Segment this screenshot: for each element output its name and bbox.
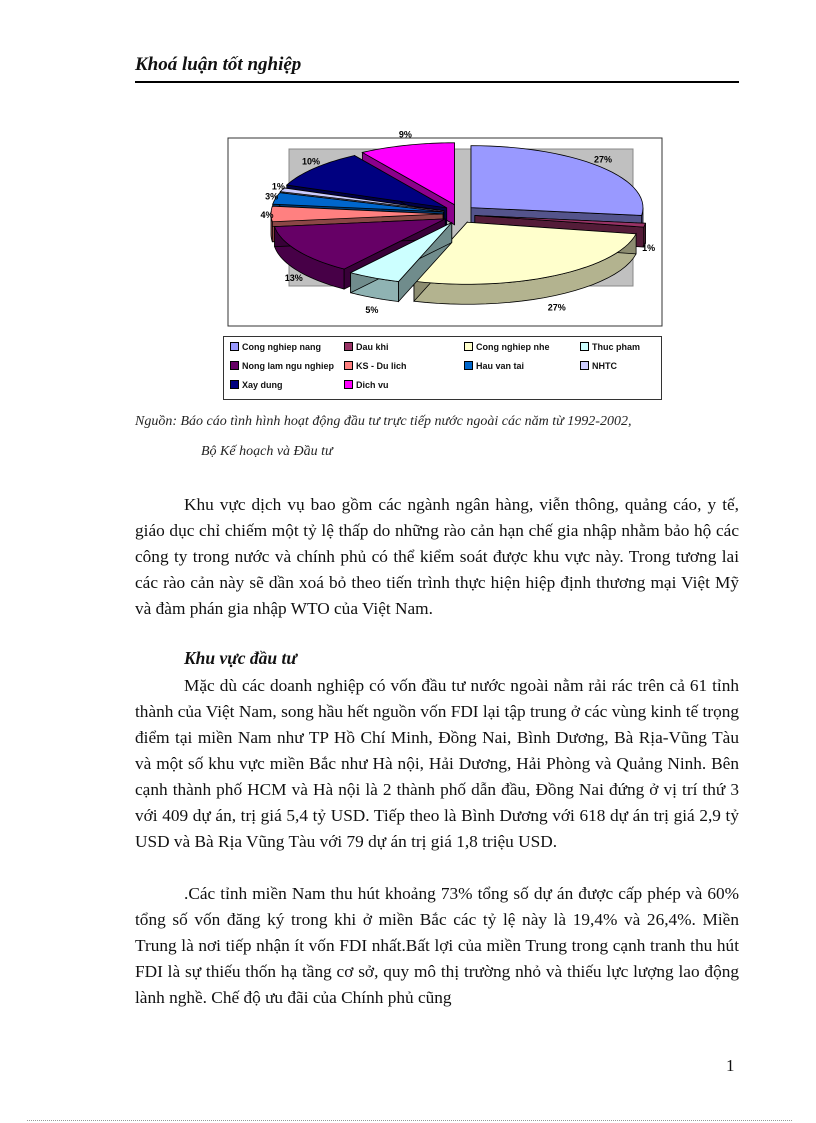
- legend-item-dau-khi: [344, 342, 389, 353]
- legend-label: KS - Du lich: [356, 361, 407, 371]
- legend-swatch: [344, 342, 353, 351]
- chart-legend: [223, 336, 662, 400]
- legend-item-dich-vu: [344, 380, 389, 391]
- legend-item-ks-du-lich: [344, 361, 407, 372]
- legend-swatch: [230, 380, 239, 389]
- legend-label: Xay dung: [242, 380, 283, 390]
- legend-swatch: [230, 342, 239, 351]
- legend-item-nhtc: [580, 361, 617, 372]
- legend-item-nong-lam-ngu-nghiep: [230, 361, 334, 372]
- legend-swatch: [230, 361, 239, 370]
- source-line-1: Nguồn: Báo cáo tình hình hoạt động đầu tư trực tiếp nước ngoài các năm từ 1992-2002,: [135, 414, 632, 429]
- pie-label-hau-van-tai: 3%: [265, 191, 279, 202]
- page-number: 1: [726, 1056, 735, 1075]
- legend-swatch: [580, 342, 589, 351]
- legend-swatch: [344, 380, 353, 389]
- pie-label-dich-vu: 9%: [398, 129, 412, 140]
- legend-item-xay-dung: [230, 380, 283, 391]
- legend-label: Nong lam ngu nghiep: [242, 361, 334, 371]
- legend-label: Dich vu: [356, 380, 389, 390]
- pie-label-dau-khi: 1%: [642, 243, 656, 254]
- pie-label-xay-dung: 10%: [302, 156, 321, 167]
- paragraph-south: [135, 881, 739, 1011]
- legend-label: Dau khi: [356, 342, 389, 352]
- legend-item-thuc-pham: [580, 342, 640, 353]
- pie-label-cong-nghiep-nhe: 27%: [547, 302, 566, 313]
- legend-label: Cong nghiep nang: [242, 342, 321, 352]
- pie-label-cong-nghiep-nang: 27%: [594, 154, 613, 165]
- pie-label-thuc-pham: 5%: [365, 304, 379, 315]
- legend-swatch: [580, 361, 589, 370]
- paragraph-services-text: Khu vực dịch vụ bao gồm các ngành ngân hàng, viễn thông, quảng cáo, y tế, giáo dục chỉ chiếm một tỷ lệ thấp do những rào cản hạn chế gia nhập nhằm bảo hộ các công ty trong nước và chính phủ có thể kiểm soát được khu vực này. Trong tương lai các rào cản này sẽ dần xoá bỏ theo tiến trình thực hiện hiệp định thương mại Việt Mỹ và đàm phán gia nhập WTO của Việt Nam.: [135, 495, 739, 618]
- legend-swatch: [464, 361, 473, 370]
- running-header: Khoá luận tốt nghiệp: [135, 54, 302, 75]
- legend-item-cong-nghiep-nhe: [464, 342, 550, 353]
- legend-swatch: [344, 361, 353, 370]
- legend-item-hau-van-tai: [464, 361, 524, 372]
- pie-label-nong-lam-ngu-nghiep: 13%: [284, 272, 303, 283]
- pie-label-nhtc: 1%: [271, 181, 285, 192]
- source-line-2: Bộ Kế hoạch và Đầu tư: [201, 444, 333, 459]
- paragraph-services: [135, 492, 739, 622]
- legend-item-cong-nghiep-nang: [230, 342, 321, 353]
- paragraph-regions-text: Mặc dù các doanh nghiệp có vốn đầu tư nước ngoài nằm rải rác trên cả 61 tỉnh thành của Việt Nam, song hầu hết nguồn vốn FDI lại tập trung ở các vùng kinh tế trọng điểm tại miền Nam như TP Hồ Chí Minh, Đồng Nai, Bình Dương, Bà Rịa-Vũng Tàu và một số khu vực miền Bắc như Hà nội, Hải Dương, Hải Phòng và Quảng Ninh. Bên cạnh thành phố HCM và Hà nội là 2 thành phố dẫn đầu, Đồng Nai đứng ở vị trí thứ 3 với 409 dự án, trị giá 5,4 tỷ USD. Tiếp theo là Bình Dương với 618 dự án trị giá 2,9 tỷ USD và Bà Rịa Vũng Tàu với 79 dự án trị giá 1,8 triệu USD.: [135, 676, 739, 851]
- page-bottom-border: [27, 1120, 792, 1121]
- legend-label: Thuc pham: [592, 342, 641, 352]
- legend-label: Cong nghiep nhe: [476, 342, 550, 352]
- pie-label-ks-du-lich: 4%: [260, 210, 274, 220]
- legend-label: Hau van tai: [476, 361, 525, 371]
- section-heading: Khu vực đầu tư: [184, 648, 297, 668]
- paragraph-regions: [135, 673, 739, 855]
- legend-swatch: [464, 342, 473, 351]
- legend-label: NHTC: [592, 361, 617, 371]
- paragraph-south-text: .Các tỉnh miền Nam thu hút khoảng 73% tổng số dự án được cấp phép và 60% tổng số vốn đăng ký trong khi ở miền Bắc các tỷ lệ này là 19,4% và 26,4%. Miền Trung là nơi tiếp nhận ít vốn FDI nhất.Bất lợi của miền Trung trong cạnh tranh thu hút FDI là sự thiếu thốn hạ tầng cơ sở, quy mô thị trường nhỏ và thiếu lực lượng lao động lành nghề. Chế độ ưu đãi của Chính phủ cũng: [135, 884, 739, 1007]
